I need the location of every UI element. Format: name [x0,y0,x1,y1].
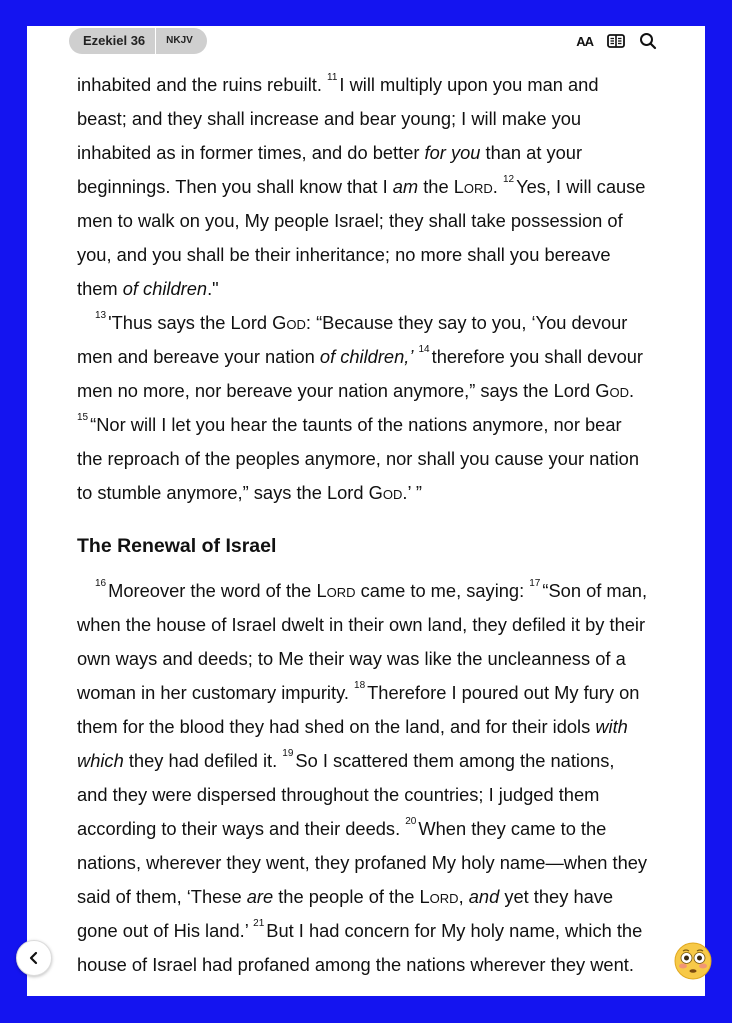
text-segment: house of Israel had profaned among the nations wherever they went. [77,954,634,975]
text-segment: woman in her customary impurity. [77,682,355,703]
verse-number[interactable]: 15 [77,412,89,423]
text-line [77,914,667,948]
text-segment: So I scattered them among the nations, [295,750,615,771]
text-segment: “Son of man, [542,580,648,601]
verse-number[interactable]: 17 [529,578,541,589]
italic-text: of children [122,278,208,299]
text-line [77,608,667,642]
text-segment: the reproach of the peoples anymore, nor shall you cause your nation [77,448,639,469]
font-size-icon[interactable]: AA [576,33,593,49]
toolbar [576,32,657,50]
text-segment: them [77,278,123,299]
text-segment: them for the blood they had shed on the land, and for their idols [77,716,596,737]
text-segment: therefore you shall devour [431,346,644,367]
text-line [77,574,667,608]
text-segment: said of them, ‘These [77,886,247,907]
text-segment: inhabited as in former times, and do better [77,142,425,163]
text-segment: I will multiply upon you man and [339,74,599,95]
text-segment: they had defiled it. [123,750,283,771]
text-segment: , [458,886,469,907]
text-line [77,408,667,442]
emoji-button[interactable] [674,942,712,980]
verse-number[interactable]: 12 [502,174,515,185]
italic-text: with [595,716,628,737]
text-segment: yet they have [499,886,614,907]
text-line [77,676,667,710]
text-segment: Therefore I poured out My fury on [367,682,640,703]
small-caps-text: God [368,482,403,503]
text-line [77,476,667,510]
text-line [77,238,667,272]
text-segment: : “Because they say to you, ‘You devour [305,312,628,333]
text-line [77,170,667,204]
verse-number[interactable]: 18 [354,680,366,691]
text-segment: . [492,176,503,197]
text-segment: But I had concern for My holy name, which the [266,920,643,941]
verse-number[interactable]: 19 [282,748,294,759]
text-segment: nations, wherever they went, they profaned My holy name—when they [77,852,648,873]
text-segment: the people of the [273,886,420,907]
verse-number[interactable]: 21 [253,918,265,929]
small-caps-text: Lord [316,580,356,601]
verse-number[interactable]: 11 [327,72,338,83]
verse-number[interactable]: 14 [418,344,430,355]
text-segment: When they came to the [418,818,607,839]
text-line [77,744,667,778]
back-button[interactable] [16,940,52,976]
text-segment: men and bereave your nation [77,346,320,367]
passage-selector[interactable] [69,28,207,54]
text-line [77,710,667,744]
text-line [77,272,667,306]
text-line [77,306,667,340]
text-segment: men no more, nor bereave your nation anymore,” says the Lord [77,380,596,401]
text-line [77,102,667,136]
text-line [77,812,667,846]
flushed-face-icon [674,942,712,980]
text-line [77,948,667,982]
italic-text: are [246,886,274,907]
chevron-left-icon [28,951,40,965]
text-line [77,204,667,238]
text-segment: you, and you shall be their inheritance; no more shall you bereave [77,244,611,265]
scripture-text [77,68,667,982]
text-segment: the [418,176,454,197]
verse-number[interactable]: 13 [95,310,107,321]
text-segment: ." [207,278,219,299]
search-icon[interactable] [639,32,657,50]
verse-number[interactable]: 20 [405,816,417,827]
text-segment: . [628,380,635,401]
text-line [77,778,667,812]
verse-number[interactable]: 16 [95,578,107,589]
reader-icon[interactable] [607,34,625,48]
top-bar [27,26,705,58]
text-segment: to stumble anymore,” says the Lord [77,482,369,503]
text-segment: men to walk on you, My people Israel; they shall take possession of [77,210,623,231]
text-segment: inhabited and the ruins rebuilt. [77,74,328,95]
text-segment: came to me, saying: [355,580,530,601]
italic-text: and [468,886,500,907]
text-segment: gone out of His land.’ [77,920,254,941]
version-button[interactable]: NKJV [166,35,193,46]
text-segment: than at your [480,142,583,163]
text-segment: 'Thus says the Lord [108,312,273,333]
book-chapter-button[interactable]: Ezekiel 36 [69,28,156,54]
text-segment: according to their ways and their deeds. [77,818,406,839]
text-line [77,642,667,676]
text-segment [413,346,418,367]
text-line [77,340,667,374]
text-line [77,374,667,408]
italic-text: am [392,176,419,197]
text-segment: .’ ” [402,482,422,503]
text-segment: when the house of Israel dwelt in their own land, they defiled it by their [77,614,646,635]
italic-text: which [77,750,124,771]
text-segment: own ways and deeds; to Me their way was like the uncleanness of a [77,648,626,669]
text-segment: “Nor will I let you hear the taunts of the nations anymore, nor bear [90,414,622,435]
text-segment: Yes, I will cause [516,176,646,197]
text-line [77,136,667,170]
reader-page [27,26,705,996]
small-caps-text: God [595,380,629,401]
text-line [77,846,667,880]
small-caps-text: God [272,312,306,333]
small-caps-text: Lord [419,886,459,907]
text-line [77,442,667,476]
italic-text: for you [424,142,481,163]
section-heading: The Renewal of Israel [77,535,277,557]
text-segment: Moreover the word of the [108,580,317,601]
italic-text: of children,’ [319,346,414,367]
text-line [77,880,667,914]
text-line [77,68,667,102]
text-segment: beginnings. Then you shall know that I [77,176,393,197]
text-segment: beast; and they shall increase and bear young; I will make you [77,108,582,129]
text-segment: and they were dispersed throughout the countries; I judged them [77,784,600,805]
small-caps-text: Lord [453,176,493,197]
